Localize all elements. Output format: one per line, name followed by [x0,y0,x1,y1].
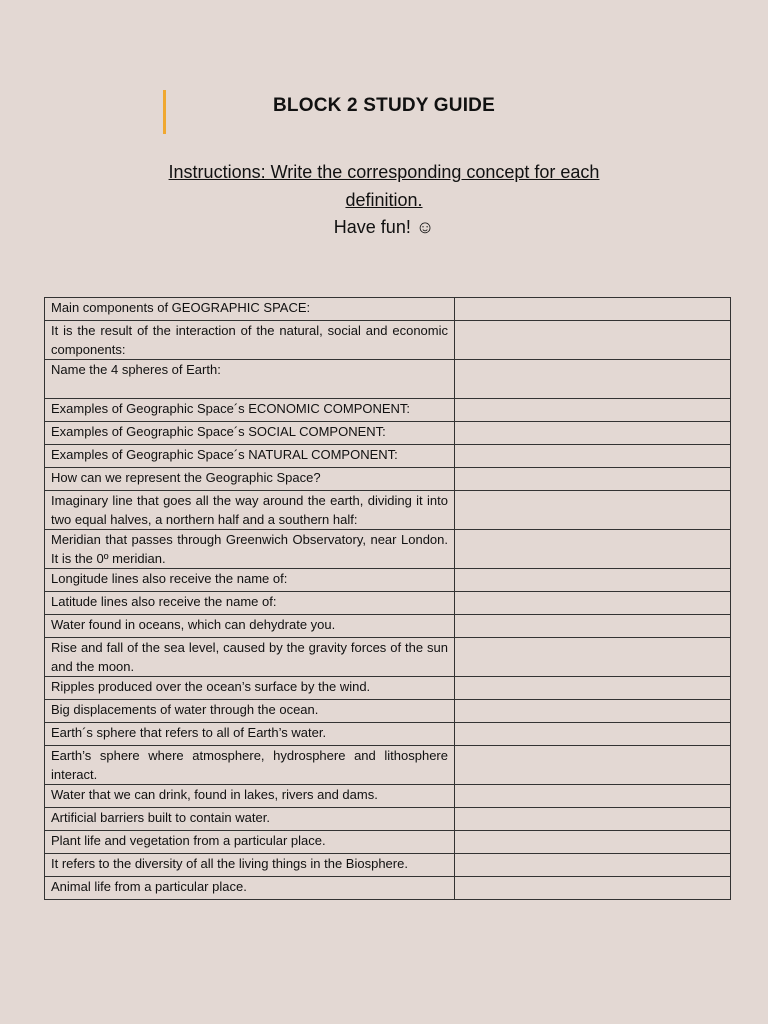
definition-cell: Water found in oceans, which can dehydrate you. [45,615,455,638]
definition-cell: Artificial barriers built to contain water. [45,808,455,831]
table-row [45,491,731,530]
definition-cell: Name the 4 spheres of Earth: [45,360,455,399]
instructions-text: Instructions: Write the corresponding concept for each definition. [168,162,600,210]
definition-cell: Main components of GEOGRAPHIC SPACE: [45,298,455,321]
definition-cell: Imaginary line that goes all the way around the earth, dividing it into two equal halves, a northern half and a southern half: [45,491,455,530]
answer-cell[interactable] [455,530,731,569]
table-row [45,422,731,445]
definition-cell: Animal life from a particular place. [45,877,455,900]
definition-cell: It refers to the diversity of all the living things in the Biosphere. [45,854,455,877]
answer-cell[interactable] [455,785,731,808]
answer-cell[interactable] [455,700,731,723]
table-row [45,468,731,491]
answer-cell[interactable] [455,468,731,491]
definition-cell: Rise and fall of the sea level, caused by the gravity forces of the sun and the moon. [45,638,455,677]
definition-cell: It is the result of the interaction of the natural, social and economic components: [45,321,455,360]
answer-cell[interactable] [455,677,731,700]
definition-cell: Earth´s sphere that refers to all of Earth’s water. [45,723,455,746]
definition-cell: Earth’s sphere where atmosphere, hydrosphere and lithosphere interact. [45,746,455,785]
table-row [45,298,731,321]
answer-cell[interactable] [455,491,731,530]
table-row [45,854,731,877]
answer-cell[interactable] [455,298,731,321]
answer-cell[interactable] [455,399,731,422]
answer-cell[interactable] [455,422,731,445]
answer-cell[interactable] [455,445,731,468]
answer-cell[interactable] [455,877,731,900]
answer-cell[interactable] [455,360,731,399]
answer-cell[interactable] [455,615,731,638]
table-row [45,592,731,615]
have-fun-text: Have fun! ☺ [333,217,435,237]
definition-cell: Ripples produced over the ocean’s surface by the wind. [45,677,455,700]
table-row [45,808,731,831]
answer-cell[interactable] [455,723,731,746]
definition-cell: Examples of Geographic Space´s SOCIAL COMPONENT: [45,422,455,445]
definition-cell: Big displacements of water through the ocean. [45,700,455,723]
definition-cell: Water that we can drink, found in lakes, rivers and dams. [45,785,455,808]
table-row [45,638,731,677]
table-row [45,445,731,468]
table-row [45,746,731,785]
table-row [45,569,731,592]
definition-cell: Meridian that passes through Greenwich Observatory, near London. It is the 0º meridian. [45,530,455,569]
table-row [45,615,731,638]
table-row [45,321,731,360]
table-row [45,360,731,399]
definition-cell: How can we represent the Geographic Space? [45,468,455,491]
study-guide-table [44,297,731,900]
table-row [45,723,731,746]
table-row [45,785,731,808]
table-row [45,700,731,723]
answer-cell[interactable] [455,321,731,360]
answer-cell[interactable] [455,592,731,615]
definition-cell: Longitude lines also receive the name of: [45,569,455,592]
page-title: BLOCK 2 STUDY GUIDE [273,95,495,116]
table-row [45,530,731,569]
table-row [45,877,731,900]
definition-cell: Plant life and vegetation from a particular place. [45,831,455,854]
table-row [45,831,731,854]
answer-cell[interactable] [455,831,731,854]
answer-cell[interactable] [455,854,731,877]
definition-cell: Examples of Geographic Space´s ECONOMIC COMPONENT: [45,399,455,422]
definition-cell: Latitude lines also receive the name of: [45,592,455,615]
definition-cell: Examples of Geographic Space´s NATURAL COMPONENT: [45,445,455,468]
answer-cell[interactable] [455,746,731,785]
table-row [45,677,731,700]
answer-cell[interactable] [455,808,731,831]
answer-cell[interactable] [455,638,731,677]
answer-cell[interactable] [455,569,731,592]
table-row [45,399,731,422]
